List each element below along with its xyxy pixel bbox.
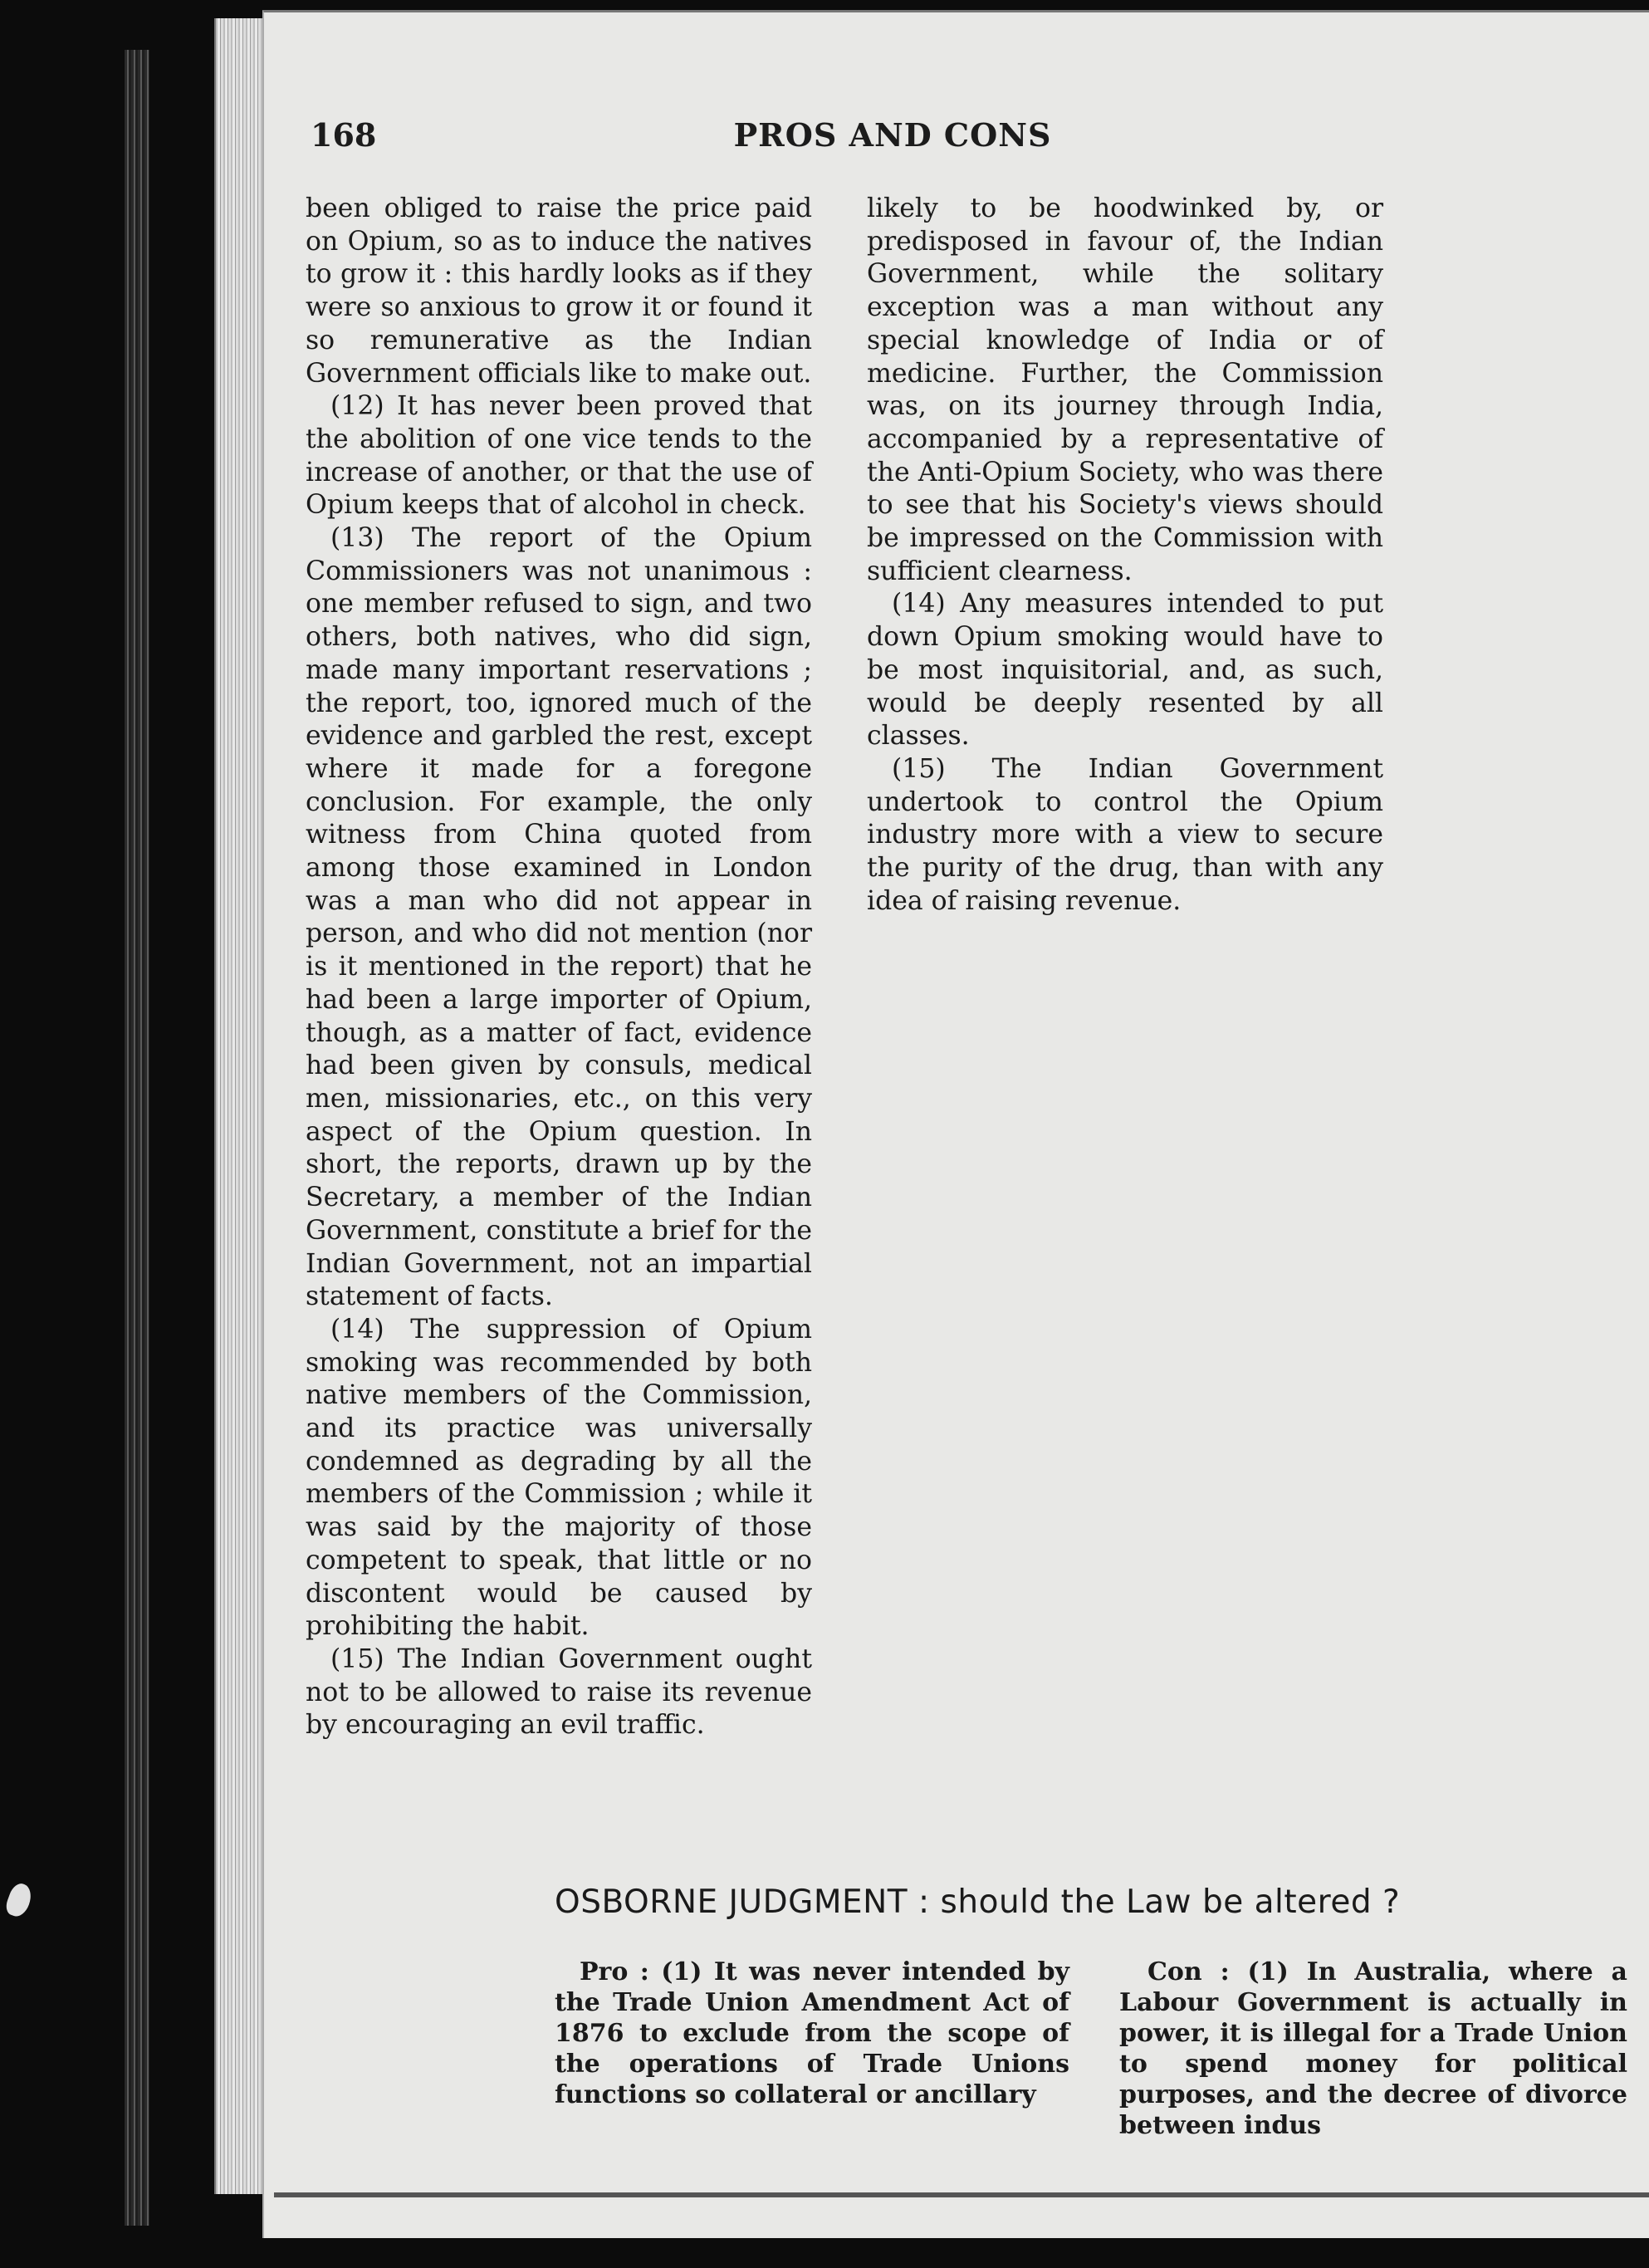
pro-text: (1) It was never intended by the Trade Union Amendment Act of 1876 to exclude from the scope of the operations of Trade Unions functions so collateral or ancillary: [555, 1957, 1069, 2109]
page-header: [0, 116, 1649, 158]
page-number: 168: [311, 116, 377, 154]
paragraph: (15) The Indian Government undertook to control the Opium industry more with a view to secure the purity of the drug, than with any idea of raising revenue.: [867, 753, 1383, 916]
left-column: [306, 193, 812, 1742]
book-spine: [125, 50, 149, 2226]
pro-label: Pro :: [580, 1957, 649, 1986]
con-label: Con :: [1147, 1957, 1230, 1986]
paragraph: (13) The report of the Opium Commissioners was not unanimous : one member refused to sign, and two others, both natives, who did sign, made many important reservations ; the report, too, ignored much of the evidence and garbled the rest, except where it made for a foregone conclusion. For example, the only witness from China quoted from among those examined in London was a man who did not appear in person, and who did not mention (nor is it mentioned in the report) that he had been a large importer of Opium, though, as a matter of fact, evidence had been given by consuls, medical men, missionaries, etc., on this very aspect of the Opium question. In short, the reports, drawn up by the Secretary, a member of the Indian Government, constitute a brief for the Indian Government, not an impartial statement of facts.: [306, 523, 812, 1312]
scan-blot: [3, 1881, 35, 1919]
page-bottom-edge: [274, 2192, 1649, 2197]
con-text: (1) In Australia, where a Labour Government is actually in power, it is illegal for a Trade Union to spend money for political purposes, and the decree of divorce between indus: [1119, 1957, 1627, 2140]
paragraph: (12) It has never been proved that the abolition of one vice tends to the increase of another, or that the use of Opium keeps that of alcohol in check.: [306, 391, 812, 521]
paragraph: likely to be hoodwinked by, or predisposed in favour of, the Indian Government, while the solitary exception was a man without any special knowledge of India or of medicine. Further, the Commission was, on its journey through India, accompanied by a representative of the Anti-Opium Society, who was there to see that his Society's views should be impressed on the Commission with sufficient clearness.: [867, 193, 1383, 586]
con-paragraph: [1119, 1957, 1627, 2141]
paragraph: (14) Any measures intended to put down Opium smoking would have to be most inquisitorial, and, as such, would be deeply resented by all classes.: [867, 589, 1383, 752]
pro-paragraph: [555, 1957, 1069, 2110]
paragraph: (14) The suppression of Opium smoking was recommended by both native members of the Commission, and its practice was universally condemned as degrading by all the members of the Commission ; while it was said by the majority of those competent to speak, that little or no discontent would be caused by prohibiting the habit.: [306, 1314, 812, 1642]
section-heading: OSBORNE JUDGMENT : should the Law be altered ?: [555, 1883, 1401, 1921]
paragraph: been obliged to raise the price paid on Opium, so as to induce the natives to grow it : this hardly looks as if they were so anxious to grow it or found it so remunerative as the Indian Government officials like to make out.: [306, 193, 812, 389]
right-column: [867, 193, 1383, 918]
paragraph: (15) The Indian Government ought not to be allowed to raise its revenue by encouraging an evil traffic.: [306, 1643, 812, 1741]
running-head: PROS AND CONS: [733, 116, 1052, 154]
